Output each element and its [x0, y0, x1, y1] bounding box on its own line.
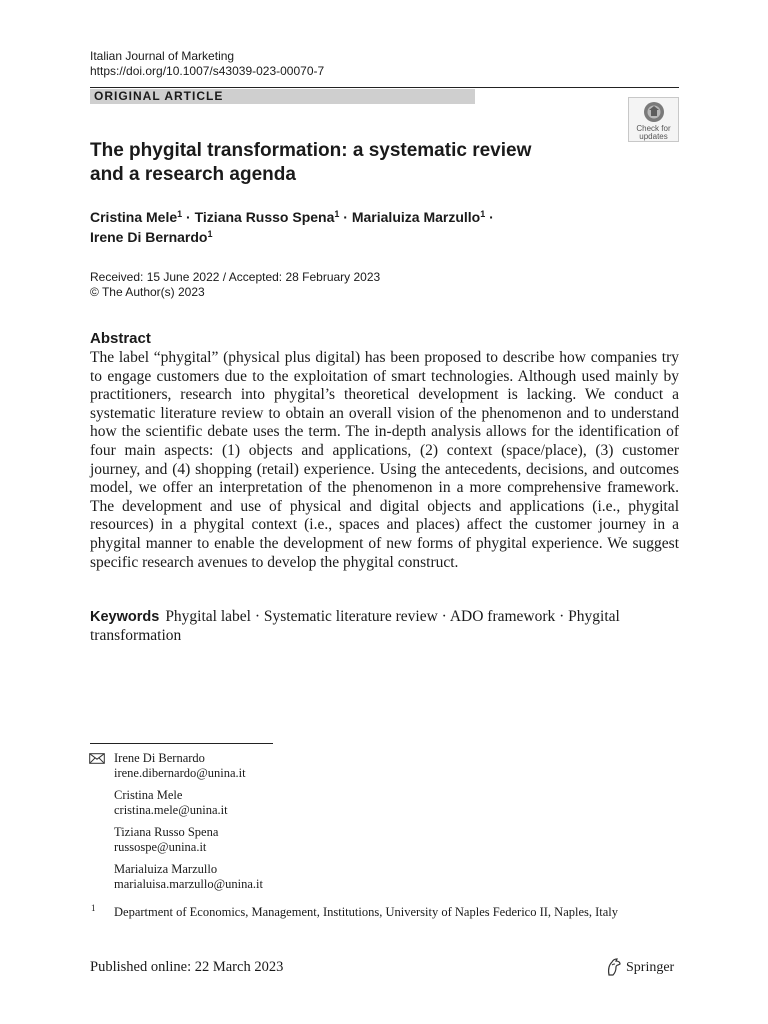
- keywords-section: [90, 608, 679, 645]
- author-affiliation-mark: 1: [480, 209, 486, 219]
- author-name[interactable]: Tiziana Russo Spena: [194, 209, 335, 225]
- check-updates-icon: [643, 101, 665, 123]
- author-affiliation-mark: 1: [177, 209, 183, 219]
- check-for-updates-badge[interactable]: [628, 97, 679, 142]
- author-list: [90, 207, 650, 247]
- springer-horse-icon: [604, 957, 624, 977]
- title-line-2: and a research agenda: [90, 164, 296, 185]
- contact-email[interactable]: marialuisa.marzullo@unina.it: [114, 877, 263, 891]
- author-affiliation-mark: 1: [334, 209, 340, 219]
- contact-entry: [114, 825, 218, 855]
- affiliation-text: Department of Economics, Management, Institutions, University of Naples Federico II, Naples, Italy: [114, 905, 619, 919]
- header-rule: [90, 87, 679, 88]
- author-name[interactable]: Cristina Mele: [90, 209, 178, 225]
- envelope-icon: [89, 753, 105, 764]
- author-separator: ·: [182, 209, 195, 225]
- author-separator: ·: [339, 209, 352, 225]
- article-title: [90, 139, 610, 187]
- author-affiliation-mark: 1: [207, 229, 213, 239]
- contact-email[interactable]: russospe@unina.it: [114, 840, 207, 854]
- affiliation-number: 1: [91, 903, 96, 913]
- contact-email[interactable]: cristina.mele@unina.it: [114, 803, 228, 817]
- author-name[interactable]: Irene Di Bernardo: [90, 229, 208, 245]
- published-online-date: Published online: 22 March 2023: [90, 959, 284, 975]
- contact-email[interactable]: irene.dibernardo@unina.it: [114, 766, 246, 780]
- check-updates-label-2: updates: [639, 132, 668, 141]
- contact-name: Tiziana Russo Spena: [114, 825, 219, 839]
- journal-name: Italian Journal of Marketing: [90, 49, 235, 63]
- title-line-1: The phygital transformation: a systematic review: [90, 140, 532, 161]
- doi-link[interactable]: https://doi.org/10.1007/s43039-023-00070-7: [90, 64, 325, 78]
- footnote-rule: [90, 743, 273, 744]
- keywords-label: Keywords: [90, 609, 160, 625]
- article-type-banner: ORIGINAL ARTICLE: [90, 89, 475, 104]
- contact-entry: [114, 751, 246, 781]
- abstract-heading: Abstract: [90, 330, 151, 347]
- author-separator: ·: [485, 209, 494, 225]
- abstract-text: The label “phygital” (physical plus digital) has been proposed to describe how companies try to engage customers due to the exploitation of smart technologies. Although used mainly by practitioners, research into phygital’s theoretical development is lacking. We conduct a systematic literature review to obtain an overall vision of the phenomenon and to understand how the scientific debate uses the term. The in-depth analysis allows for the identification of four main aspects: (1) objects and applications, (2) context (space/place), (3) customer journey, and (4) shopping (retail) experience. Using the antecedents, decisions, and outcomes model, we offer an interpretation of the phenomenon in a more comprehensive framework. The development and use of physical and digital objects and applications (i.e., phygital resources) in a phygital context (i.e., spaces and places) affect the customer journey in a phygital manner to enable the development of new forms of phygital experience. We suggest specific research avenues to develop the phygital construct.: [90, 349, 679, 571]
- contact-name: Cristina Mele: [114, 788, 183, 802]
- copyright-notice: © The Author(s) 2023: [90, 285, 205, 299]
- contact-entry: [114, 788, 228, 818]
- check-updates-label-1: Check for: [636, 124, 671, 133]
- contact-name: Marialuiza Marzullo: [114, 862, 218, 876]
- received-accepted-dates: Received: 15 June 2022 / Accepted: 28 February 2023: [90, 270, 381, 284]
- publisher-name: Springer: [626, 960, 675, 975]
- author-name[interactable]: Marialuiza Marzullo: [351, 209, 481, 225]
- contact-entry: [114, 862, 263, 892]
- contact-name: Irene Di Bernardo: [114, 751, 205, 765]
- keywords-text: Phygital label · Systematic literature review · ADO framework · Phygital transformation: [90, 608, 620, 644]
